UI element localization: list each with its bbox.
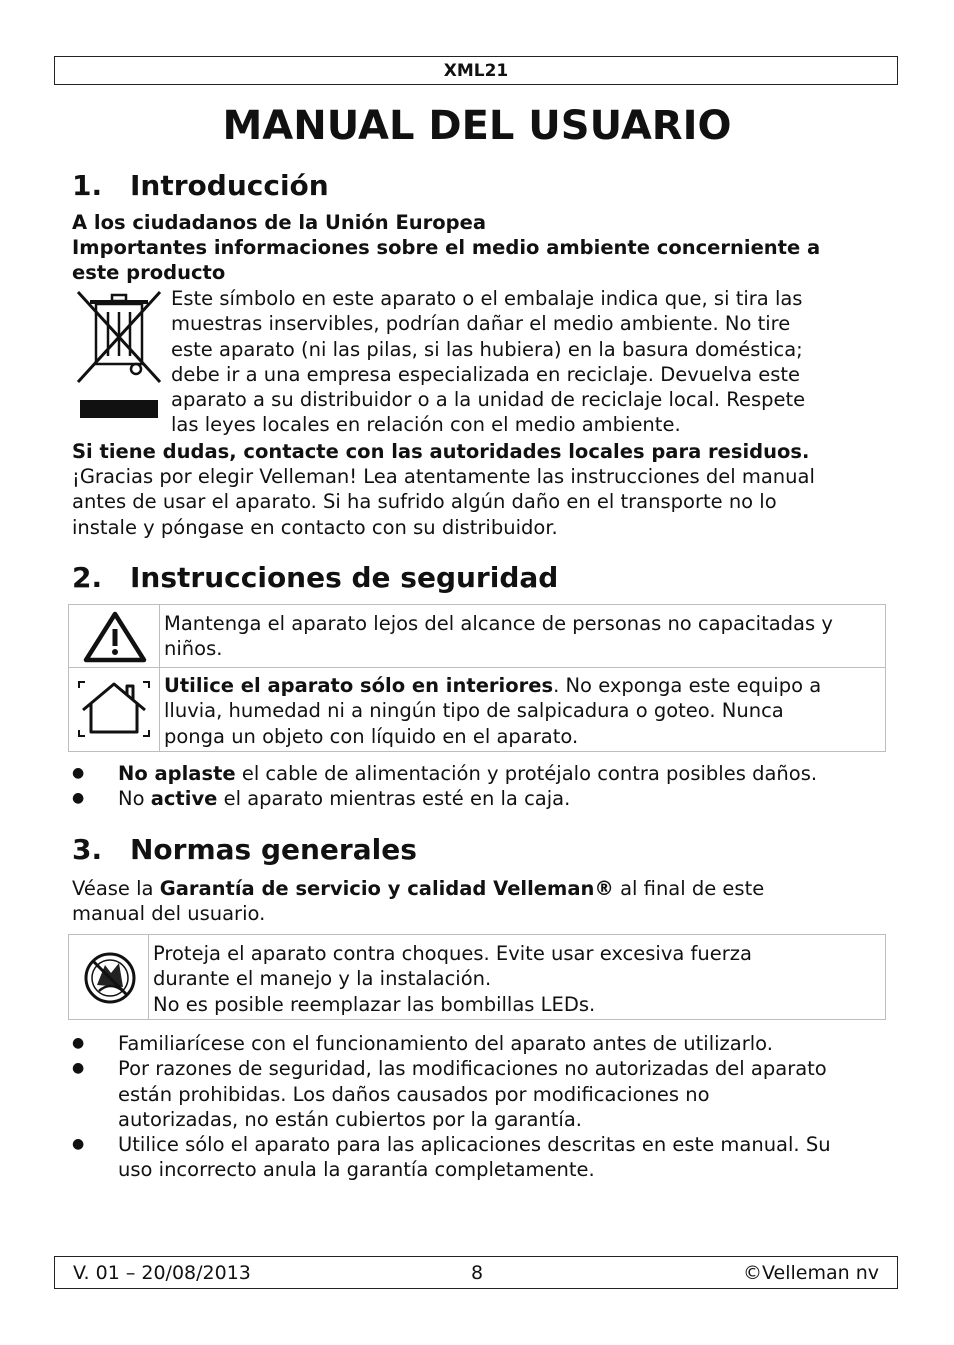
warranty-intro-post: al final de este bbox=[613, 877, 765, 900]
crossed-bin-icon bbox=[74, 290, 164, 422]
thanks-paragraph bbox=[72, 464, 815, 540]
bullet-text-pre: No bbox=[118, 787, 151, 811]
warranty-intro-line-2: manual del usuario. bbox=[72, 902, 266, 926]
safety-row-warning bbox=[69, 605, 885, 667]
warning-triangle-icon bbox=[69, 605, 160, 667]
list-item bbox=[72, 786, 817, 811]
footer-copyright: ©Velleman nv bbox=[743, 1262, 879, 1284]
bullet-text: el aparato mientras esté en la caja. bbox=[217, 787, 571, 811]
weee-line: este aparato (ni las pilas, si las hubiera) en la basura doméstica; bbox=[171, 337, 803, 361]
section-3-number: 3. bbox=[72, 833, 103, 866]
shock-text bbox=[153, 941, 752, 1017]
warranty-intro-pre: Véase la bbox=[72, 877, 160, 900]
section-3-heading bbox=[72, 832, 417, 868]
bullet-text: autorizadas, no están cubiertos por la garantía. bbox=[118, 1107, 582, 1131]
shock-icon-cell bbox=[69, 935, 149, 1019]
shock-text-line: Proteja el aparato contra choques. Evite usar excesiva fuerza bbox=[153, 942, 752, 965]
safety-row-indoor bbox=[69, 667, 885, 751]
section-2-heading bbox=[72, 560, 558, 596]
section-1-heading bbox=[72, 168, 329, 204]
bullet-text: el cable de alimentación y protéjalo contra posibles daños. bbox=[235, 762, 818, 785]
footer bbox=[54, 1256, 898, 1289]
model-name: XML21 bbox=[443, 61, 509, 81]
no-shock-icon bbox=[69, 935, 149, 1019]
weee-line: aparato a su distribuidor o a la unidad de reciclaje local. Respete bbox=[171, 388, 806, 412]
list-item bbox=[72, 1132, 831, 1183]
section-2-title: Instrucciones de seguridad bbox=[130, 561, 559, 594]
bullet-dot: ● bbox=[72, 1035, 85, 1051]
bullet-text: Por razones de seguridad, las modificaciones no autorizadas del aparato bbox=[118, 1057, 827, 1081]
shock-text-line: durante el manejo y la instalación. bbox=[153, 967, 492, 991]
warranty-name: Garantía de servicio y calidad Velleman® bbox=[159, 877, 614, 900]
shock-text-line: No es posible reemplazar las bombillas LEDs. bbox=[153, 992, 596, 1016]
bullet-text: Familiarícese con el funcionamiento del aparato antes de utilizarlo. bbox=[118, 1032, 773, 1055]
indoor-text bbox=[164, 673, 821, 749]
env-info-line-2: este producto bbox=[72, 261, 226, 284]
section-2-number: 2. bbox=[72, 561, 103, 594]
list-item bbox=[72, 761, 817, 786]
bullet-text: Utilice sólo el aparato para las aplicaciones descritas en este manual. Su bbox=[118, 1133, 831, 1157]
weee-line: las leyes locales en relación con el medio ambiente. bbox=[171, 413, 681, 437]
weee-line: Este símbolo en este aparato o el embalaje indica que, si tira las bbox=[171, 287, 803, 310]
general-table bbox=[68, 934, 886, 1020]
warranty-intro bbox=[72, 876, 764, 927]
warning-icon-cell bbox=[69, 605, 160, 667]
weee-paragraph bbox=[171, 286, 805, 438]
bullet-dot: ● bbox=[72, 1060, 85, 1077]
bullet-dot: ● bbox=[72, 765, 85, 781]
doubts-line: Si tiene dudas, contacte con las autoridades locales para residuos. bbox=[72, 440, 810, 463]
warning-text-line: Mantenga el aparato lejos del alcance de personas no capacitadas y bbox=[164, 612, 833, 635]
safety-bullets bbox=[72, 761, 817, 812]
footer-page-number: 8 bbox=[470, 1262, 484, 1284]
thanks-line: antes de usar el aparato. Si ha sufrido algún daño en el transporte no lo bbox=[72, 490, 777, 514]
warning-text bbox=[164, 611, 833, 662]
general-row-shock bbox=[69, 935, 885, 1019]
indoor-text-line: lluvia, humedad ni a ningún tipo de salpicadura o goteo. Nunca bbox=[164, 699, 784, 723]
bullet-bold: active bbox=[150, 787, 218, 811]
indoor-text-bold: Utilice el aparato sólo en interiores bbox=[164, 674, 554, 697]
eu-citizens-line: A los ciudadanos de la Unión Europea bbox=[72, 211, 487, 234]
footer-version: V. 01 – 20/08/2013 bbox=[73, 1262, 251, 1284]
indoor-house-icon bbox=[69, 668, 160, 752]
thanks-line: instale y póngase en contacto con su distribuidor. bbox=[72, 515, 558, 539]
bullet-dot: ● bbox=[72, 1136, 85, 1153]
section-3-title: Normas generales bbox=[130, 833, 417, 866]
bullet-text: están prohibidas. Los daños causados por modificaciones no bbox=[118, 1082, 710, 1106]
warning-text-line: niños. bbox=[164, 637, 223, 661]
bullet-dot: ● bbox=[72, 790, 85, 807]
indoor-text-rest: . No exponga este equipo a bbox=[553, 674, 822, 697]
thanks-line: ¡Gracias por elegir Velleman! Lea atentamente las instrucciones del manual bbox=[72, 465, 815, 488]
indoor-icon-cell bbox=[69, 668, 160, 752]
bullet-text: uso incorrecto anula la garantía completamente. bbox=[118, 1158, 595, 1182]
list-item bbox=[72, 1056, 831, 1132]
list-item bbox=[72, 1031, 831, 1056]
section-1-title: Introducción bbox=[130, 169, 329, 202]
indoor-text-line: ponga un objeto con líquido en el aparato. bbox=[164, 724, 579, 748]
page-title: MANUAL DEL USUARIO bbox=[222, 103, 732, 149]
bullet-bold: No aplaste bbox=[118, 762, 236, 785]
weee-line: debe ir a una empresa especializada en reciclaje. Devuelva este bbox=[171, 362, 801, 386]
weee-line: muestras inservibles, podrían dañar el medio ambiente. No tire bbox=[171, 312, 791, 336]
section-1-number: 1. bbox=[72, 169, 103, 202]
header-model-box bbox=[54, 56, 898, 85]
safety-table bbox=[68, 604, 886, 752]
general-bullets bbox=[72, 1031, 831, 1183]
env-info-line-1: Importantes informaciones sobre el medio ambiente concerniente a bbox=[72, 236, 821, 259]
